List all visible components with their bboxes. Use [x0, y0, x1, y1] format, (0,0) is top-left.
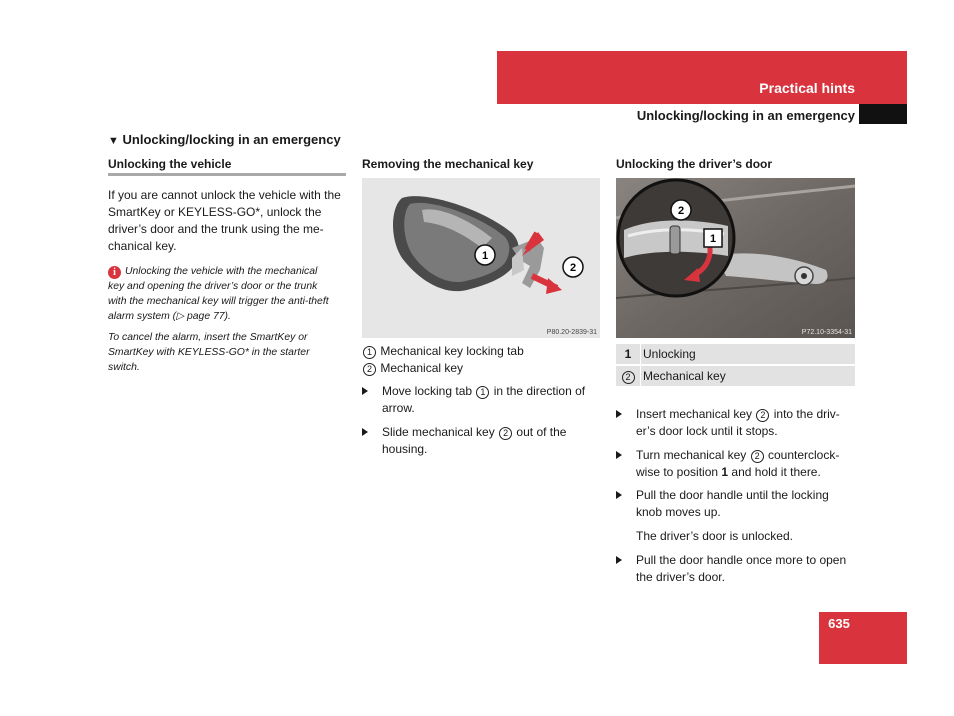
callout-1 — [703, 228, 723, 248]
col1-info-note: i Unlocking the vehicle with the mechanical key and opening the driver’s door or the trunk with the mechanical key will trigger the anti-theft alarm system (▷ page 77). — [108, 264, 358, 324]
col1-alarm-note: To cancel the alarm, insert the SmartKey or SmartKey with KEYLESS-GO* in the starter switch. — [108, 332, 310, 373]
header-band — [497, 51, 907, 104]
bullet-triangle-icon — [616, 451, 622, 459]
callout-2 — [562, 256, 584, 278]
page-number: 635 — [828, 616, 850, 631]
triangle-down-icon: ▼ — [108, 135, 119, 147]
bullet-triangle-icon — [616, 491, 622, 499]
callout-1 — [474, 244, 496, 266]
step-item: Move locking tab 1 in the direction of arrow. — [362, 383, 622, 417]
callout-2 — [670, 199, 692, 221]
figure-code: P72.10-3354-31 — [801, 329, 852, 336]
page-reference[interactable]: alarm system (▷ page 77). — [108, 311, 231, 322]
step-item: Pull the door handle once more to open the driver’s door. — [616, 552, 876, 586]
door-figure — [616, 178, 855, 338]
bullet-triangle-icon — [616, 556, 622, 564]
table-row: 2 Mechanical key — [616, 366, 855, 386]
step-item: Slide mechanical key 2 out of the housing. — [362, 424, 622, 458]
svg-text:2: 2 — [569, 262, 577, 274]
bullet-triangle-icon — [362, 428, 368, 436]
header-section-title: Practical hints — [759, 80, 855, 96]
svg-text:2: 2 — [677, 205, 685, 217]
svg-text:1: 1 — [709, 233, 717, 245]
info-icon: i — [108, 266, 121, 279]
step-item: Insert mechanical key 2 into the driv- er’s door lock until it stops. — [616, 406, 876, 440]
bullet-triangle-icon — [616, 410, 622, 418]
svg-text:1: 1 — [481, 250, 489, 262]
smartkey-figure — [362, 178, 600, 338]
result-text: The driver’s door is unlocked. — [636, 529, 793, 543]
legend-item: 2 Mechanical key — [362, 360, 463, 377]
legend-table — [616, 344, 855, 390]
col2-heading: Removing the mechanical key — [362, 157, 534, 171]
legend-item: 1 Mechanical key locking tab — [362, 343, 524, 360]
heading-rule — [108, 173, 346, 176]
col1-heading: Unlocking the vehicle — [108, 157, 232, 171]
col1-paragraph: If you are cannot unlock the vehicle with the SmartKey or KEYLESS-GO*, unlock the driver’s door and the trunk using the me-chanical key. — [108, 188, 341, 253]
table-row: 1 Unlocking — [616, 344, 855, 364]
figure-code: P80.20-2839-31 — [546, 329, 597, 336]
bullet-triangle-icon — [362, 387, 368, 395]
header-subtitle: Unlocking/locking in an emergency — [636, 108, 855, 123]
col3-heading: Unlocking the driver’s door — [616, 157, 773, 171]
step-item: Pull the door handle until the locking knob moves up. — [616, 487, 876, 521]
section-title: ▼ Unlocking/locking in an emergency — [108, 132, 341, 147]
step-item: Turn mechanical key 2 counterclock- wise to position 1 and hold it there. — [616, 447, 876, 481]
door-lock-illustration — [616, 178, 855, 338]
header-marker — [859, 104, 907, 124]
